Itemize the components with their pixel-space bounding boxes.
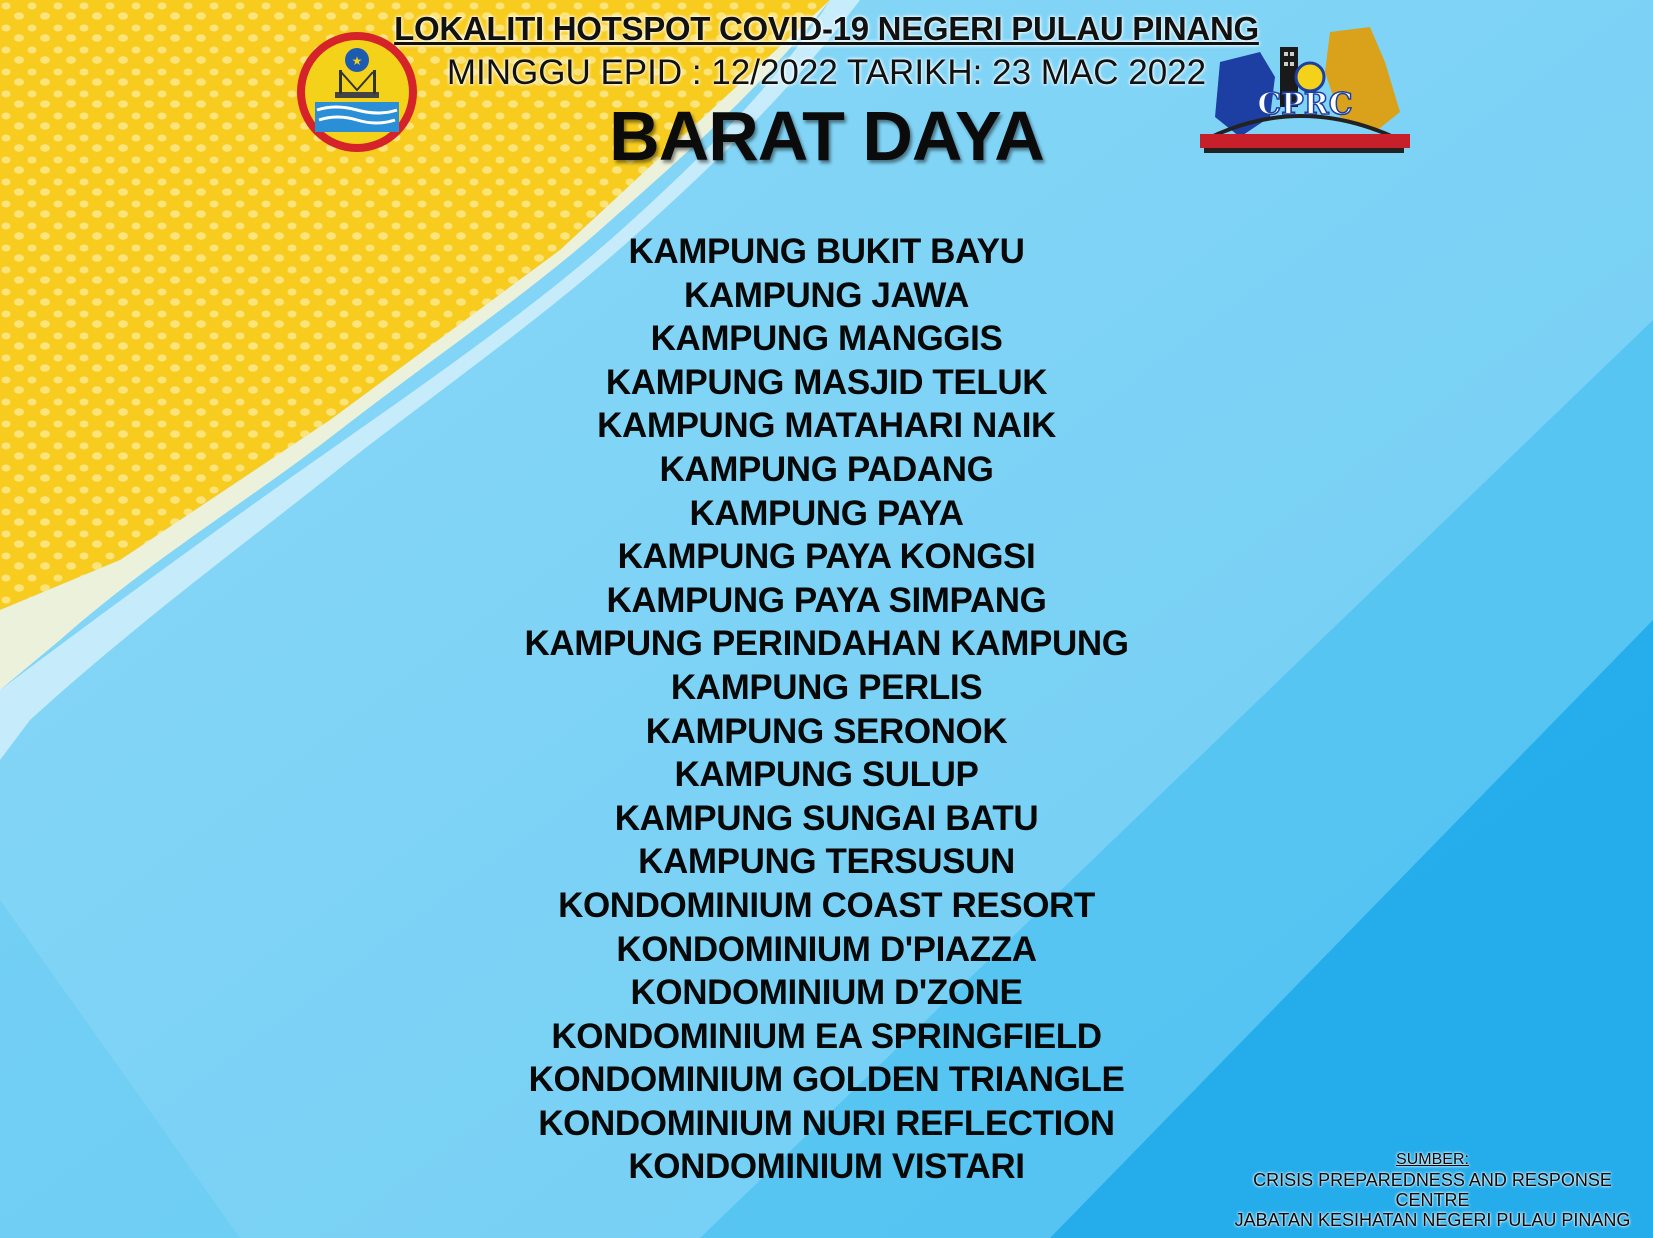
cprc-logo	[1200, 22, 1410, 157]
list-item: KONDOMINIUM D'PIAZZA	[616, 929, 1037, 969]
source-line-1: CRISIS PREPAREDNESS AND RESPONSE	[1253, 1170, 1612, 1190]
district-name: BARAT DAYA	[609, 97, 1044, 175]
list-item: KONDOMINIUM NURI REFLECTION	[538, 1103, 1115, 1143]
list-item: KONDOMINIUM EA SPRINGFIELD	[551, 1016, 1102, 1056]
list-item: KAMPUNG PERLIS	[670, 667, 983, 707]
list-item: KAMPUNG SERONOK	[645, 711, 1008, 751]
list-item: KONDOMINIUM GOLDEN TRIANGLE	[528, 1060, 1125, 1100]
list-item: KAMPUNG SULUP	[674, 755, 979, 795]
list-item: KAMPUNG MATAHARI NAIK	[597, 406, 1056, 446]
epid-week-date: MINGGU EPID : 12/2022 TARIKH: 23 MAC 2022	[446, 53, 1207, 92]
list-item: KAMPUNG PAYA SIMPANG	[606, 580, 1047, 620]
locality-list	[0, 230, 1653, 1189]
list-item: KAMPUNG PAYA KONGSI	[617, 537, 1036, 577]
list-item: KONDOMINIUM COAST RESORT	[558, 885, 1095, 925]
list-item: KONDOMINIUM VISTARI	[628, 1147, 1025, 1187]
penang-state-crest-logo	[295, 30, 420, 155]
list-item: KAMPUNG PERINDAHAN KAMPUNG	[524, 624, 1129, 664]
source-label: SUMBER:	[1396, 1151, 1469, 1168]
source-line-3: JABATAN KESIHATAN NEGERI PULAU PINANG	[1234, 1210, 1631, 1230]
list-item: KONDOMINIUM D'ZONE	[630, 973, 1023, 1013]
list-item: KAMPUNG TERSUSUN	[638, 842, 1015, 882]
source-line-2: CENTRE	[1395, 1190, 1470, 1210]
list-item: KAMPUNG BUKIT BAYU	[628, 232, 1025, 271]
svg-text:★: ★	[351, 54, 363, 68]
list-item: KAMPUNG JAWA	[684, 275, 969, 315]
page-title: LOKALITI HOTSPOT COVID-19 NEGERI PULAU PINANG	[394, 10, 1259, 47]
list-item: KAMPUNG PAYA	[689, 493, 964, 533]
list-item: KAMPUNG MANGGIS	[650, 319, 1003, 359]
list-item: KAMPUNG SUNGAI BATU	[614, 798, 1039, 838]
cprc-logo-text: CPRC	[1257, 87, 1353, 122]
list-item: KAMPUNG MASJID TELUK	[605, 362, 1048, 402]
source-credit	[1220, 1150, 1645, 1230]
list-item: KAMPUNG PADANG	[659, 449, 994, 489]
